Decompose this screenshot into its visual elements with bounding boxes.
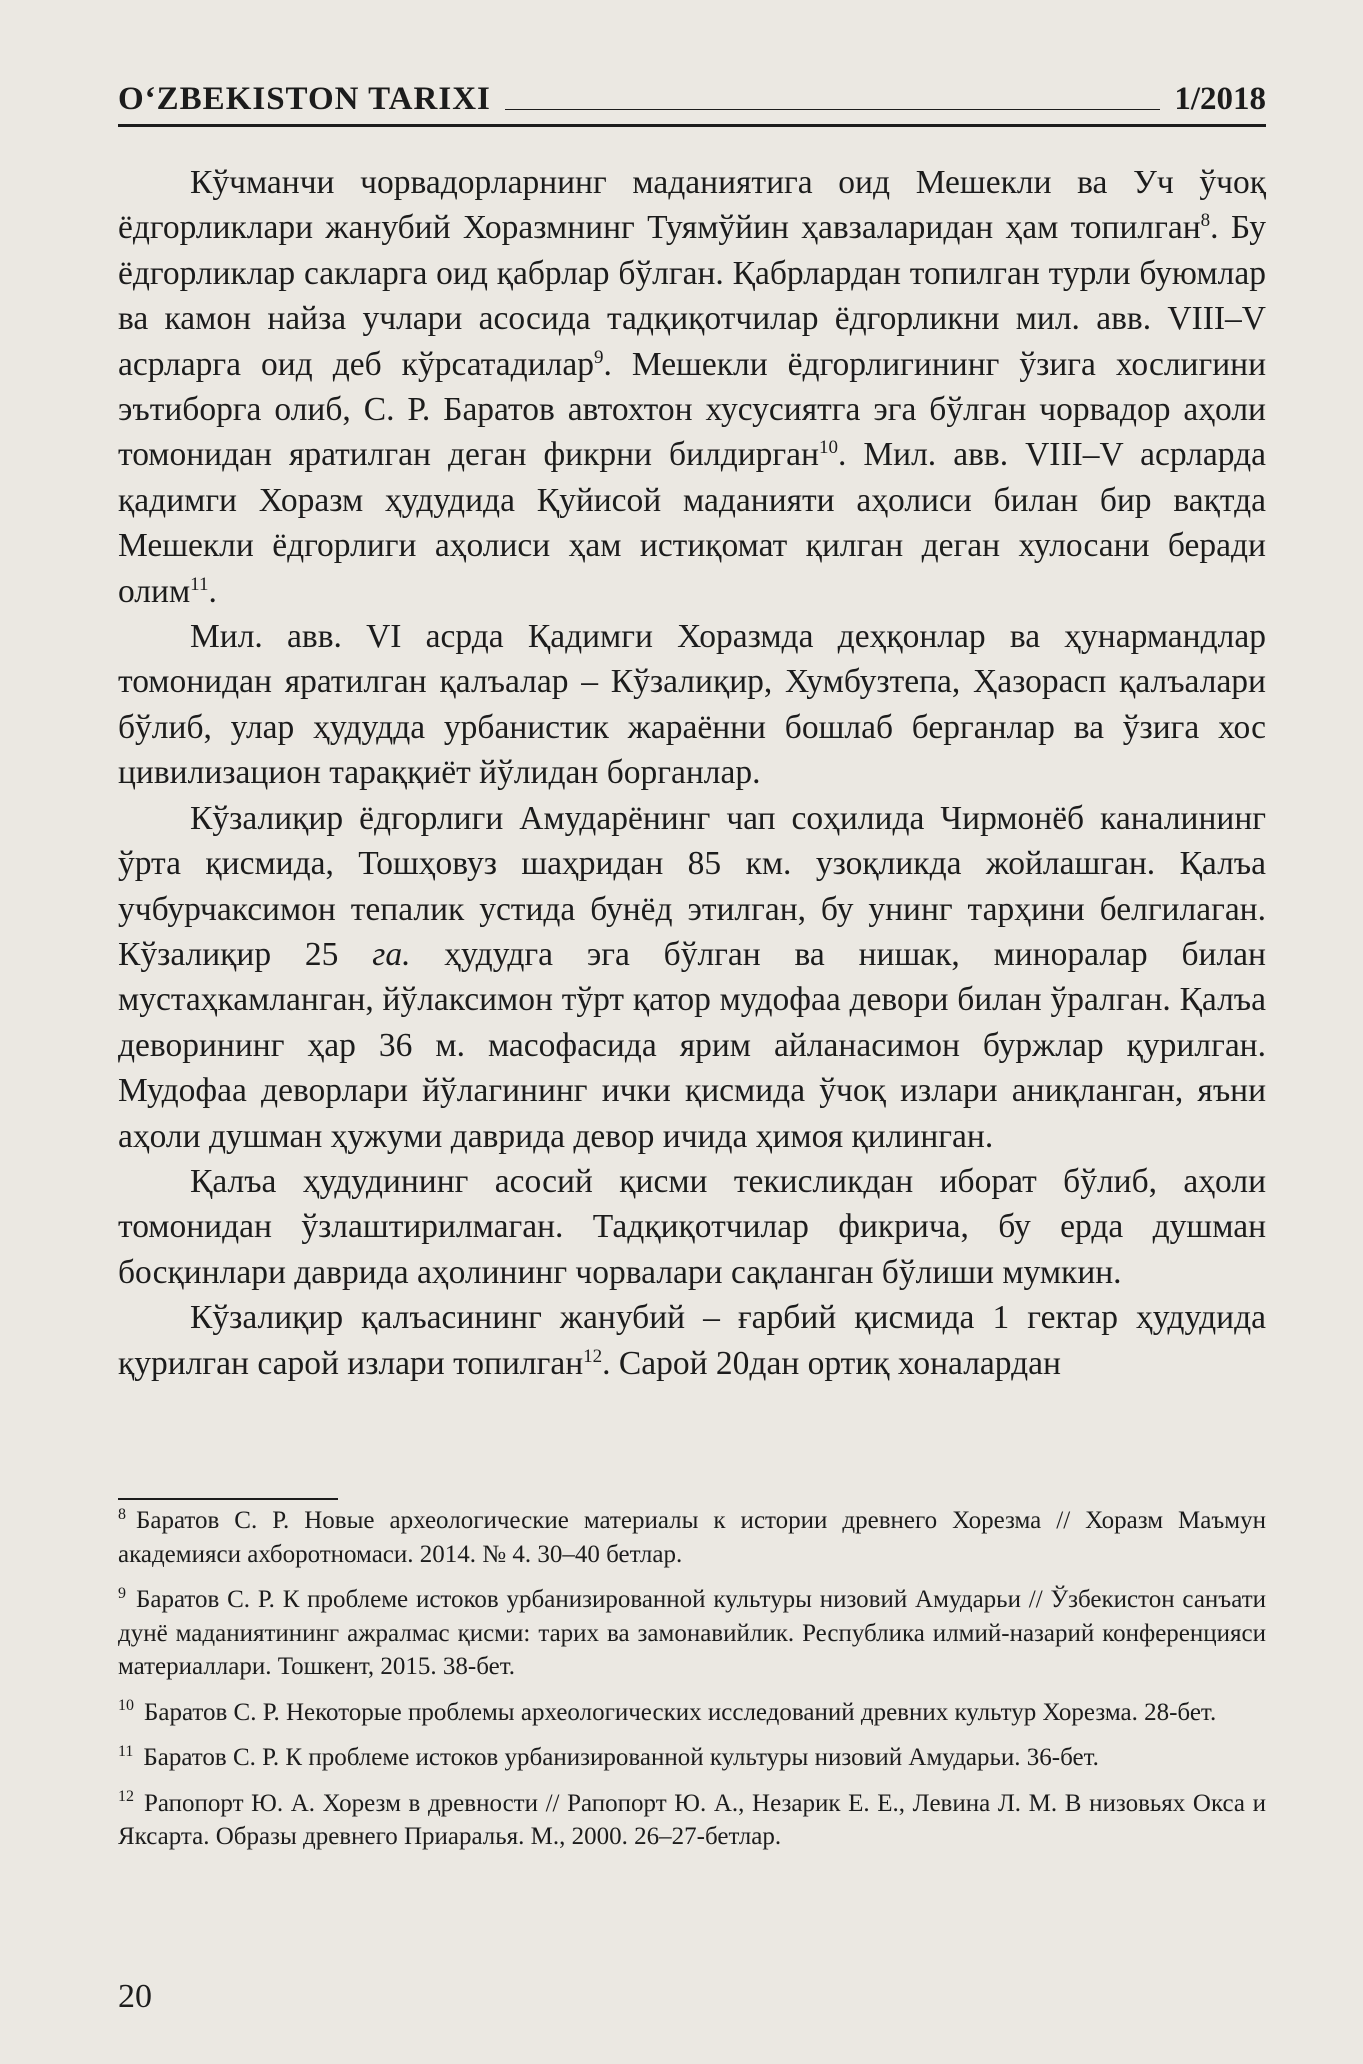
footnote: $^9$ Баратов С. Р. К проблеме истоков урбанизированной культуры низовий Амударьи // Ўзбекистон санъати дунё маданиятининг ажралмас қисми: тарих ва замонавийлик. Республика илмий-назарий конференцияси материаллари. Тошкент, 2015. 38-бет. [118,1584,1266,1680]
running-header [118,72,1266,127]
footnote-ref[interactable]: 12 [583,1345,603,1367]
footnote-ref[interactable]: 9 [593,346,604,368]
main-text [118,160,1266,1386]
footnote: $^{11}$ Баратов С. Р. К проблеме истоков урбанизированной культуры низовий Амударьи. 36-бет. [118,1742,1099,1771]
area-unit: га. [372,935,411,973]
footnote-separator [118,1498,338,1500]
footnote-ref[interactable]: 8 [1200,210,1211,232]
footnote: $^8$ Баратов С. Р. Новые археологические материалы к истории древнего Хорезма // Хоразм Маъмун академияси ахборотномаси. 2014. № 4. 30–40 бетлар. [118,1505,1266,1568]
header-rule [505,109,1160,110]
footnote-number: 12 [118,1788,134,1806]
issue-number: 1/2018 [1174,81,1266,117]
footnote: $^{10}$ Баратов С. Р. Некоторые проблемы археологических исследований древних культур Хорезма. 28-бет. [118,1697,1217,1726]
footnote-number: 11 [118,1742,134,1760]
paragraph: Кўчманчи чорвадорларнинг маданиятига оид Мешекли ва Уч ўчоқ ёдгорликлари жанубий Хоразмнинг Туямўйин ҳавзаларидан ҳам топилган$^8$. Бу ёдгорликлар сакларга оид қабрлар бўлган. Қабрлардан топилган турли буюмлар ва камон найза учлари асосида тадқиқотчилар ёдгорликни мил. авв. VIII–V асрларга оид деб кўрсатадилар$^9$. Мешекли ёдгорлигининг ўзига хослигини эътиборга олиб, С. Р. Баратов автохтон хусусиятга эга бўлган чорвадор аҳоли томонидан яратилган деган фикрни билдирган$^{10}$. Мил. авв. VIII–V асрларда қадимги Хоразм ҳудудида Қуйисой маданияти аҳолиси билан бир вақтда Мешекли ёдгорлиги аҳолиси ҳам истиқомат қилган деган хулосани беради олим$^{11}$. [118,164,1267,610]
paragraph: Мил. авв. VI асрда Қадимги Хоразмда деҳқонлар ва ҳунармандлар томонидан яратилган қалъалар – Кўзалиқир, Хумбузтепа, Ҳазорасп қалъалари бўлиб, улар ҳудудда урбанистик жараённи бошлаб берганлар ва ўзига хос цивилизацион тараққиёт йўлидан борганлар. [118,618,1266,792]
footnote-number: 10 [118,1697,134,1715]
paragraph: Кўзалиқир қалъасининг жанубий – ғарбий қисмида 1 гектар ҳудудида қурилган сарой излари топилган$^{12}$. Сарой 20дан ортиқ хоналардан [118,1299,1266,1382]
journal-title: O‘ZBEKISTON TARIXI [118,81,491,117]
paragraph: Кўзалиқир ёдгорлиги Амударёнинг чап соҳилида Чирмонёб каналининг ўрта қисмида, Тошҳовуз шаҳридан 85 км. узоқликда жойлашган. Қалъа учбурчаксимон тепалик устида бунёд этилган, бу унинг тарҳини белгилаган. Кўзалиқир 25 га. ҳудудга эга бўлган ва нишак, миноралар билан мустаҳкамланган, йўлаксимон тўрт қатор мудофаа девори билан ўралган. Қалъа деворининг ҳар 36 м. масофасида ярим айланасимон буржлар қурилган. Мудофаа деворлари йўлагининг ички қисмида ўчоқ излари аниқланган, яъни аҳоли душман ҳужуми даврида девор ичида ҳимоя қилинган. [118,799,1266,1155]
footnote-number: 8 [118,1505,126,1523]
footnote-number: 9 [118,1584,126,1602]
page-number: 20 [118,1978,152,2015]
footnotes [118,1504,1266,1866]
paragraph: Қалъа ҳудудининг асосий қисми текисликдан иборат бўлиб, аҳоли томонидан ўзлаштирилмаган. Тадқиқотчилар фикрича, бу ерда душман босқинлари даврида аҳолининг чорвалари сақланган бўлиши мумкин. [118,1162,1266,1291]
footnote-ref[interactable]: 11 [190,573,209,595]
footnote-ref[interactable]: 10 [818,437,838,459]
footnote: $^{12}$ Рапопорт Ю. А. Хорезм в древности // Рапопорт Ю. А., Незарик Е. Е., Левина Л. М. В низовьях Окса и Яксарта. Образы древнего Приаралья. М., 2000. 26–27-бетлар. [118,1788,1266,1850]
